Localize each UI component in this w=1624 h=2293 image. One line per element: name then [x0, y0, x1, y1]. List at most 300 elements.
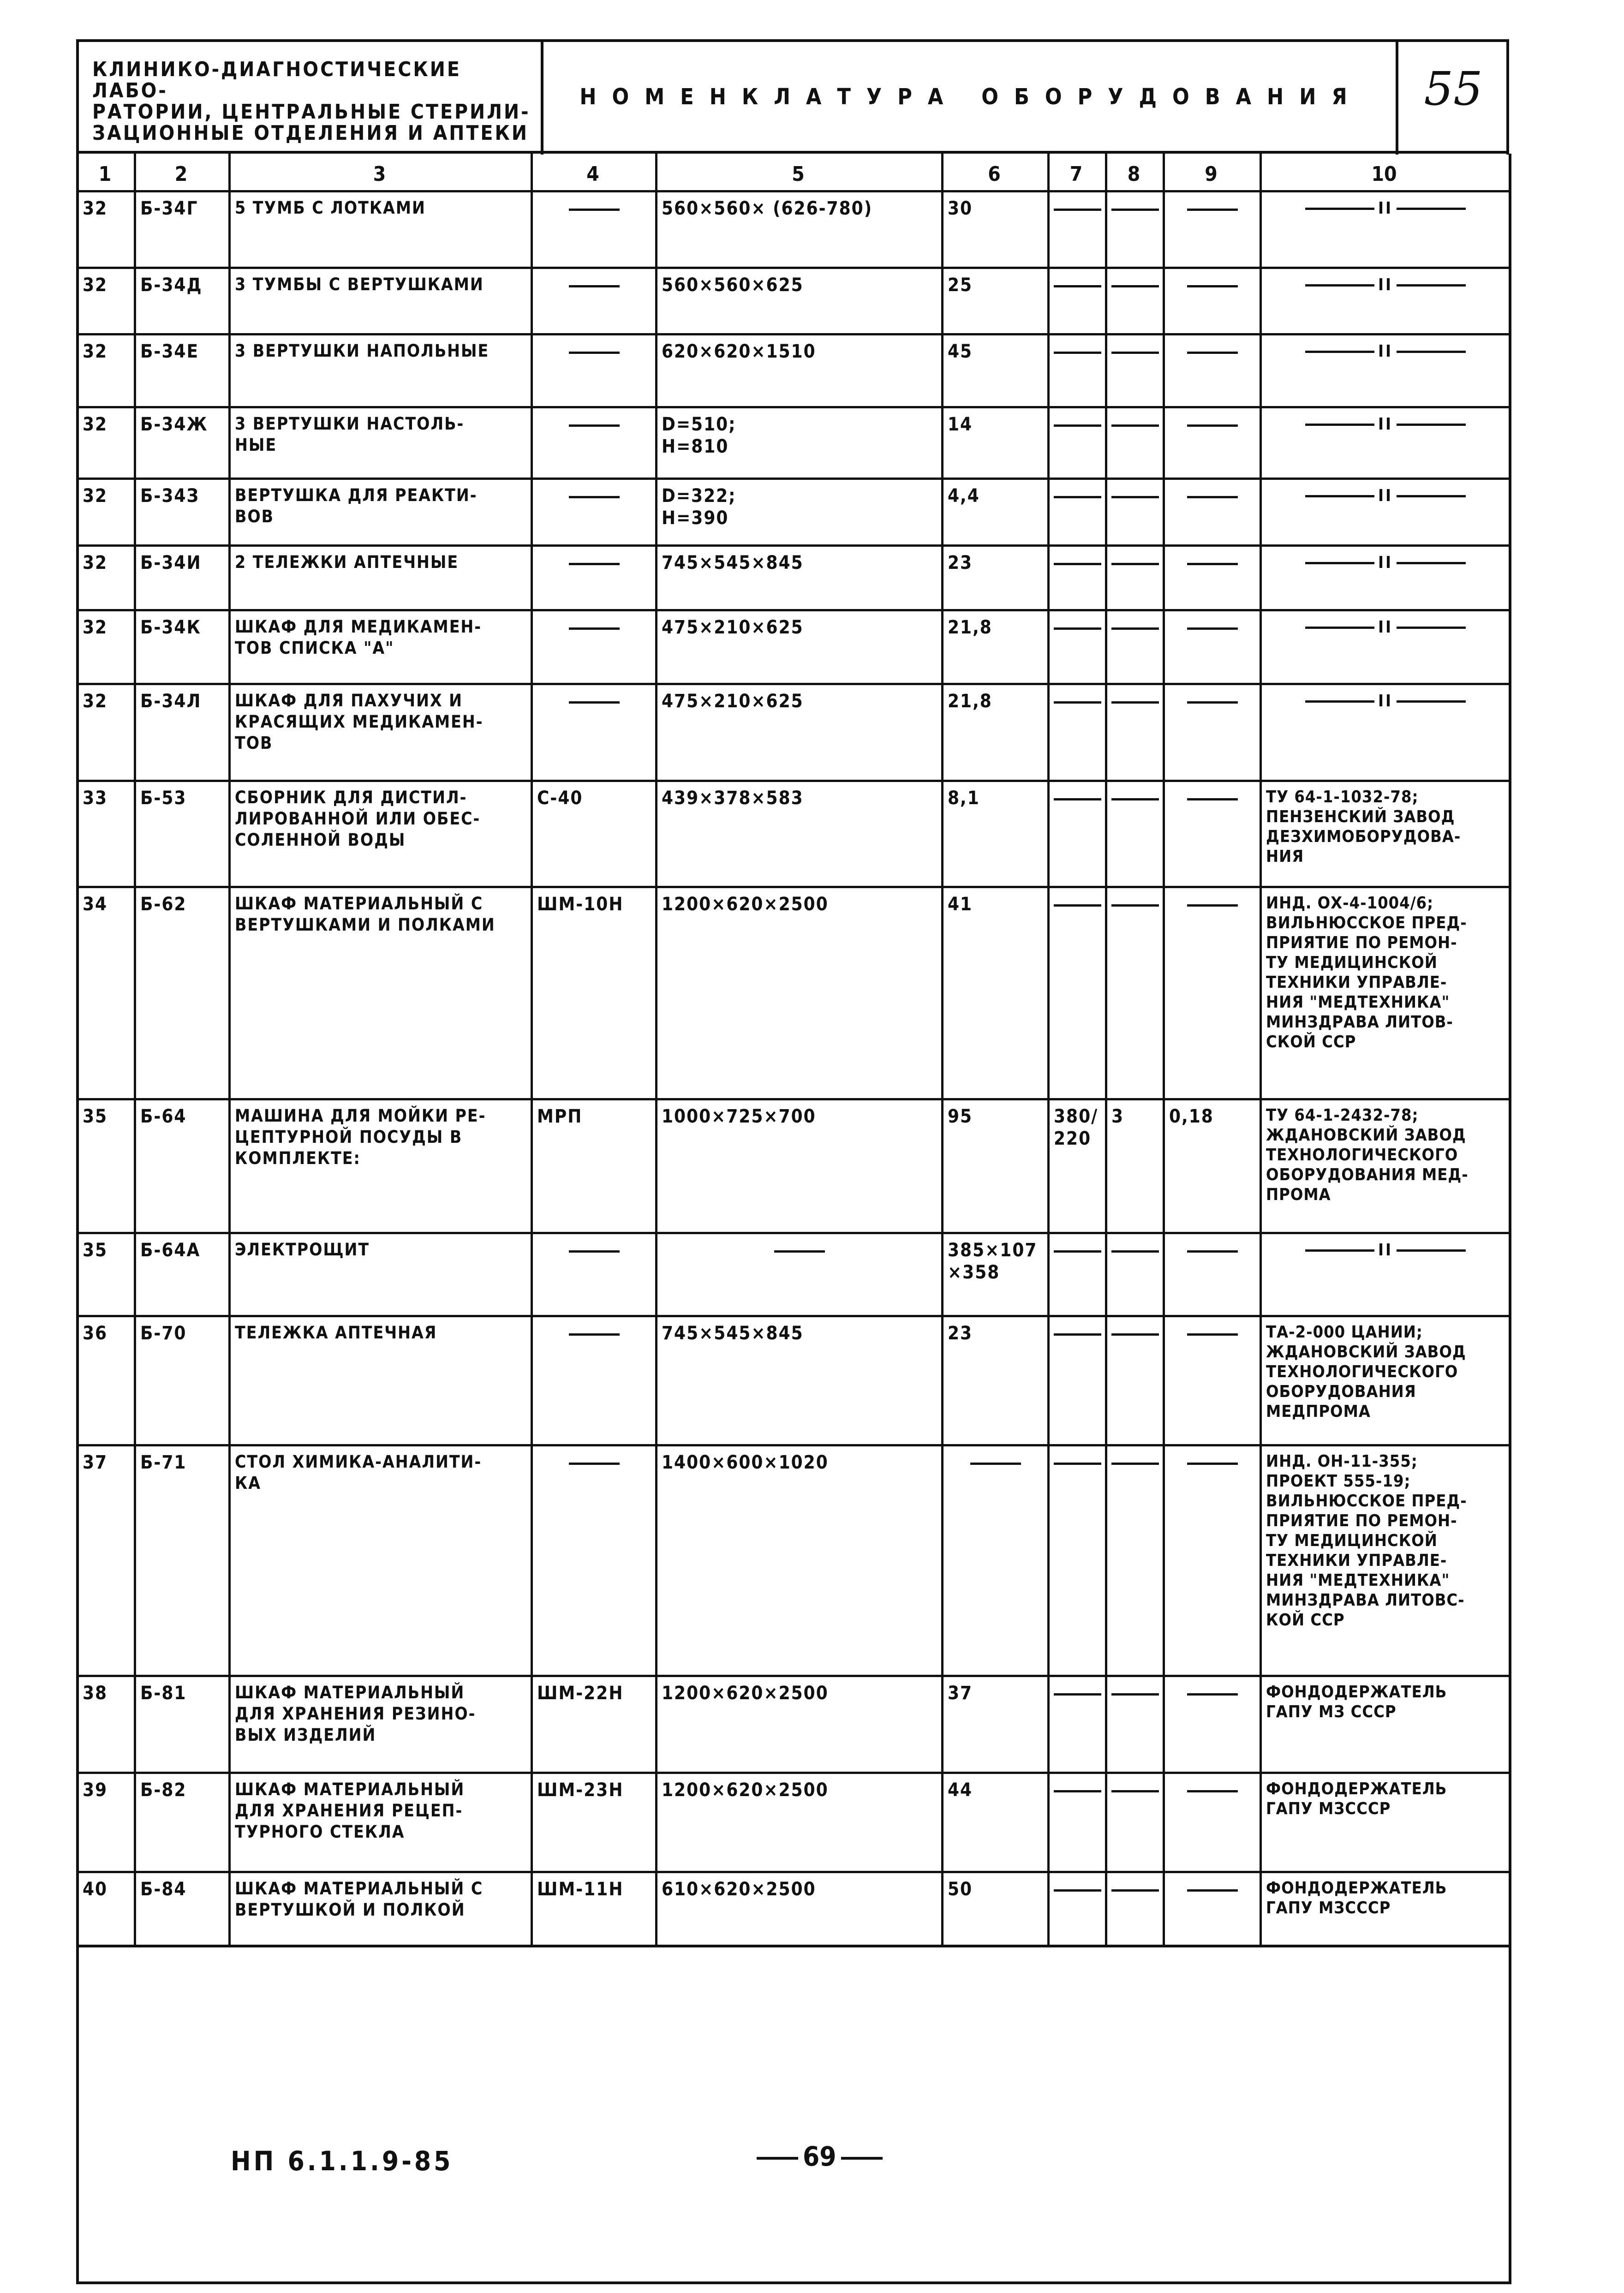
weight-cell: 23	[948, 1323, 973, 1344]
dimensions-cell: 560×560× (626-780)	[662, 198, 873, 219]
power-cell	[1169, 616, 1256, 681]
empty-dash	[1054, 904, 1101, 907]
dimensions-cell: 1200×620×2500	[662, 1683, 829, 1704]
column-number-2: 2	[174, 162, 188, 186]
dimensions-cell: 1200×620×2500	[662, 1779, 829, 1801]
header-top-border	[76, 39, 1509, 42]
position-number-cell: 32	[83, 617, 108, 638]
equipment-name-cell: ШКАФ ДЛЯ ПАХУЧИХ И КРАСЯЩИХ МЕДИКАМЕН- ТОВ	[235, 691, 484, 753]
notes-manufacturer-cell: ФОНДОДЕРЖАТЕЛЬ ГАПУ МЗСССР	[1266, 1879, 1447, 1917]
equipment-name-cell: СТОЛ ХИМИКА-АНАЛИТИ- КА	[235, 1452, 482, 1493]
notes-manufacturer-cell	[1266, 616, 1505, 639]
empty-dash	[569, 627, 620, 630]
phase-cell	[1111, 1878, 1159, 1943]
column-number-3: 3	[373, 162, 386, 186]
model-type-cell	[537, 340, 651, 404]
notes-manufacturer-cell	[1266, 340, 1505, 363]
empty-dash	[1111, 1889, 1159, 1892]
model-type-cell	[537, 552, 651, 607]
weight-cell: 95	[948, 1106, 973, 1127]
phase-cell	[1111, 552, 1159, 607]
row-separator	[76, 1675, 1509, 1677]
voltage-cell	[1054, 485, 1101, 543]
power-cell	[1169, 197, 1256, 265]
empty-dash	[1111, 1463, 1159, 1465]
empty-dash	[1187, 563, 1238, 565]
voltage-cell	[1054, 413, 1101, 476]
page-left-border	[76, 154, 79, 2281]
row-separator	[76, 1315, 1509, 1317]
notes-manufacturer-cell	[1266, 1239, 1505, 1261]
model-type-cell	[537, 616, 651, 681]
drawing-code-cell: Б-53	[140, 788, 187, 809]
equipment-name-cell: ЭЛЕКТРОЩИТ	[235, 1240, 370, 1260]
organization-title: КЛИНИКО-ДИАГНОСТИЧЕСКИЕ ЛАБО- РАТОРИИ, ЦЕНТРАЛЬНЫЕ СТЕРИЛИ- ЗАЦИОННЫЕ ОТДЕЛЕНИЯ И АПТЕКИ	[92, 58, 531, 145]
drawing-code-cell: Б-70	[140, 1323, 187, 1344]
model-type-cell	[537, 1451, 651, 1673]
position-number-cell: 32	[83, 552, 108, 573]
position-number-cell: 40	[83, 1879, 108, 1900]
notes-manufacturer-cell	[1266, 485, 1505, 507]
notes-manufacturer-cell	[1266, 197, 1505, 220]
empty-dash	[1111, 563, 1159, 565]
power-cell	[1169, 690, 1256, 778]
empty-dash	[1111, 1693, 1159, 1696]
drawing-code-cell: Б-34Ж	[140, 414, 208, 435]
phase-cell	[1111, 1322, 1159, 1442]
ditto-mark: II	[1378, 275, 1393, 294]
row-separator	[76, 1871, 1509, 1873]
ditto-bar	[1397, 700, 1466, 703]
row-separator	[76, 267, 1509, 269]
column-separator	[655, 154, 657, 1945]
dimensions-cell: 745×545×845	[662, 1323, 804, 1344]
empty-dash	[1054, 496, 1101, 498]
column-separator	[228, 154, 231, 1945]
empty-dash	[1054, 209, 1101, 211]
column-separator	[1163, 154, 1165, 1945]
power-cell	[1169, 1779, 1256, 1869]
empty-dash	[1111, 798, 1159, 800]
ditto-bar	[1305, 351, 1374, 353]
empty-dash	[1187, 701, 1238, 704]
power-cell	[1169, 787, 1256, 884]
ditto-bar	[1305, 1249, 1374, 1252]
voltage-cell	[1054, 1239, 1101, 1313]
ditto-mark: II	[1378, 415, 1393, 434]
dimensions-cell: 610×620×2500	[662, 1879, 816, 1900]
row-separator	[76, 1772, 1509, 1774]
dimensions-cell: 620×620×1510	[662, 341, 816, 362]
equipment-name-cell: ШКАФ МАТЕРИАЛЬНЫЙ С ВЕРТУШКОЙ И ПОЛКОЙ	[235, 1879, 484, 1920]
power-cell	[1169, 1682, 1256, 1770]
model-type-cell	[537, 690, 651, 778]
drawing-code-cell: Б-34Л	[140, 691, 202, 712]
voltage-cell	[1054, 1322, 1101, 1442]
model-type-cell	[537, 1239, 651, 1313]
dimensions-cell	[662, 1239, 937, 1313]
voltage-cell	[1054, 197, 1101, 265]
drawing-code-cell: Б-82	[140, 1779, 187, 1801]
model-type-cell: ШМ-23Н	[537, 1779, 624, 1801]
drawing-code-cell: Б-71	[140, 1452, 187, 1473]
equipment-name-cell: ШКАФ МАТЕРИАЛЬНЫЙ ДЛЯ ХРАНЕНИЯ РЕЗИНО- ВЫХ ИЗДЕЛИЙ	[235, 1683, 476, 1745]
voltage-cell	[1054, 552, 1101, 607]
voltage-cell	[1054, 787, 1101, 884]
ditto-mark: II	[1378, 342, 1393, 361]
empty-dash	[1054, 563, 1101, 565]
empty-dash	[1187, 496, 1238, 498]
power-cell	[1169, 893, 1256, 1096]
empty-dash	[1187, 1250, 1238, 1253]
equipment-name-cell: ШКАФ МАТЕРИАЛЬНЫЙ ДЛЯ ХРАНЕНИЯ РЕЦЕП- ТУРНОГО СТЕКЛА	[235, 1779, 465, 1842]
ditto-bar	[1397, 562, 1466, 564]
ditto-mark: II	[1378, 199, 1393, 218]
drawing-code-cell: Б-34Г	[140, 198, 198, 219]
ditto-bar	[1305, 627, 1374, 629]
equipment-name-cell: ШКАФ МАТЕРИАЛЬНЫЙ С ВЕРТУШКАМИ И ПОЛКАМИ	[235, 894, 496, 935]
power-cell	[1169, 274, 1256, 331]
empty-dash	[1111, 1333, 1159, 1336]
ditto-bar	[1305, 495, 1374, 497]
drawing-code-cell: Б-81	[140, 1683, 187, 1704]
dimensions-cell: 1000×725×700	[662, 1106, 816, 1127]
power-cell	[1169, 1451, 1256, 1673]
position-number-cell: 35	[83, 1106, 108, 1127]
power-cell: 0,18	[1169, 1106, 1214, 1127]
empty-dash	[1187, 904, 1238, 907]
empty-dash	[569, 496, 620, 498]
ditto-mark: II	[1378, 486, 1393, 505]
empty-dash	[569, 424, 620, 427]
position-number-cell: 32	[83, 341, 108, 362]
notes-manufacturer-cell: ФОНДОДЕРЖАТЕЛЬ ГАПУ МЗ СССР	[1266, 1683, 1447, 1721]
drawing-code-cell: Б-84	[140, 1879, 187, 1900]
column-separator	[531, 154, 533, 1945]
empty-dash	[569, 563, 620, 565]
voltage-cell	[1054, 1682, 1101, 1770]
column-separator	[134, 154, 136, 1945]
model-type-cell	[537, 197, 651, 265]
drawing-code-cell: Б-34Д	[140, 275, 203, 296]
dimensions-cell: 560×560×625	[662, 275, 804, 296]
column-number-1: 1	[98, 162, 112, 186]
power-cell	[1169, 340, 1256, 404]
dimensions-cell: 1400×600×1020	[662, 1452, 829, 1473]
empty-dash	[1111, 285, 1159, 287]
empty-dash	[1054, 352, 1101, 354]
ditto-bar	[1305, 284, 1374, 287]
ditto-bar	[1305, 700, 1374, 703]
equipment-name-cell: 3 ТУМБЫ С ВЕРТУШКАМИ	[235, 275, 484, 294]
equipment-name-cell: ШКАФ ДЛЯ МЕДИКАМЕН- ТОВ СПИСКА "А"	[235, 617, 482, 658]
voltage-cell	[1054, 274, 1101, 331]
empty-dash	[1054, 798, 1101, 800]
model-type-cell	[537, 485, 651, 543]
empty-dash	[1187, 1463, 1238, 1465]
weight-cell: 30	[948, 198, 973, 219]
column-separator	[1047, 154, 1050, 1945]
position-number-cell: 38	[83, 1683, 108, 1704]
weight-cell: 44	[948, 1779, 973, 1801]
row-separator	[76, 780, 1509, 782]
phase-cell	[1111, 197, 1159, 265]
equipment-name-cell: 3 ВЕРТУШКИ НАСТОЛЬ- НЫЕ	[235, 414, 465, 455]
page-title: НОМЕНКЛАТУРА ОБОРУДОВАНИЯ	[579, 84, 1363, 110]
weight-cell: 37	[948, 1683, 973, 1704]
sheet-number: 55	[1424, 62, 1483, 116]
empty-dash	[569, 209, 620, 211]
dimensions-cell: 475×210×625	[662, 691, 804, 712]
empty-dash	[1187, 424, 1238, 427]
empty-dash	[1111, 1250, 1159, 1253]
dimensions-cell: D=510; H=810	[662, 414, 736, 457]
ditto-bar	[1305, 424, 1374, 426]
row-separator	[76, 609, 1509, 611]
equipment-name-cell: МАШИНА ДЛЯ МОЙКИ РЕ- ЦЕПТУРНОЙ ПОСУДЫ В КОМПЛЕКТЕ:	[235, 1106, 486, 1168]
header-left-border	[76, 39, 79, 155]
model-type-cell: ШМ-22Н	[537, 1683, 624, 1704]
ditto-bar	[1397, 208, 1466, 210]
model-type-cell: ШМ-10Н	[537, 894, 624, 915]
model-type-cell: С-40	[537, 788, 583, 809]
weight-cell: 4,4	[948, 485, 980, 507]
column-separator	[941, 154, 943, 1945]
ditto-mark: II	[1378, 618, 1393, 637]
column-number-7: 7	[1069, 162, 1083, 186]
weight-cell: 14	[948, 414, 973, 435]
empty-dash	[569, 701, 620, 704]
position-number-cell: 33	[83, 788, 108, 809]
equipment-name-cell: ВЕРТУШКА ДЛЯ РЕАКТИ- ВОВ	[235, 485, 478, 526]
empty-dash	[1111, 424, 1159, 427]
position-number-cell: 37	[83, 1452, 108, 1473]
column-number-4: 4	[586, 162, 599, 186]
voltage-cell	[1054, 616, 1101, 681]
ditto-bar	[1397, 627, 1466, 629]
row-separator	[76, 333, 1509, 335]
weight-cell: 50	[948, 1879, 973, 1900]
empty-dash	[1187, 1333, 1238, 1336]
phase-cell	[1111, 787, 1159, 884]
position-number-cell: 34	[83, 894, 108, 915]
phase-cell	[1111, 1682, 1159, 1770]
table-bottom-line	[76, 1945, 1509, 1947]
drawing-code-cell: Б-64А	[140, 1240, 201, 1261]
weight-cell: 21,8	[948, 617, 992, 638]
row-separator	[76, 1444, 1509, 1446]
drawing-code-cell: Б-62	[140, 894, 187, 915]
row-separator	[76, 478, 1509, 480]
empty-dash	[774, 1250, 825, 1253]
power-cell	[1169, 413, 1256, 476]
ditto-bar	[1397, 351, 1466, 353]
empty-dash	[1111, 496, 1159, 498]
empty-dash	[569, 1333, 620, 1336]
empty-dash	[1111, 627, 1159, 630]
empty-dash	[1187, 1790, 1238, 1792]
dimensions-cell: D=322; H=390	[662, 485, 736, 529]
header-bottom-border	[76, 151, 1509, 154]
column-separator	[1260, 154, 1262, 1945]
weight-cell: 385×107 ×358	[948, 1240, 1038, 1283]
row-separator	[76, 544, 1509, 547]
ditto-mark: II	[1378, 1241, 1393, 1260]
empty-dash	[1111, 352, 1159, 354]
column-number-6: 6	[988, 162, 1001, 186]
empty-dash	[569, 1463, 620, 1465]
position-number-cell: 32	[83, 198, 108, 219]
position-number-cell: 32	[83, 414, 108, 435]
ditto-mark: II	[1378, 553, 1393, 572]
phase-cell: 3	[1111, 1106, 1124, 1127]
weight-cell	[948, 1451, 1044, 1673]
voltage-cell	[1054, 1878, 1101, 1943]
empty-dash	[1054, 285, 1101, 287]
notes-manufacturer-cell: ИНД. ОН-11-355; ПРОЕКТ 555-19; ВИЛЬНЮССКОЕ ПРЕД- ПРИЯТИЕ ПО РЕМОН- ТУ МЕДИЦИНСКОЙ ТЕХНИКИ УПРАВЛЕ- НИЯ "МЕДТЕХНИКА" МИНЗДРАВА ЛИТОВС- КОЙ ССР	[1266, 1452, 1467, 1630]
notes-manufacturer-cell: ТУ 64-1-2432-78; ЖДАНОВСКИЙ ЗАВОД ТЕХНОЛОГИЧЕСКОГО ОБОРУДОВАНИЯ МЕД- ПРОМА	[1266, 1106, 1469, 1204]
dimensions-cell: 745×545×845	[662, 552, 804, 573]
model-type-cell: МРП	[537, 1106, 583, 1127]
empty-dash	[1111, 209, 1159, 211]
document-code: НП 6.1.1.9-85	[231, 2145, 454, 2177]
notes-manufacturer-cell	[1266, 552, 1505, 574]
phase-cell	[1111, 616, 1159, 681]
empty-dash	[1054, 424, 1101, 427]
table-header-bottom	[76, 190, 1509, 192]
dimensions-cell: 1200×620×2500	[662, 894, 829, 915]
phase-cell	[1111, 274, 1159, 331]
column-number-9: 9	[1205, 162, 1218, 186]
empty-dash	[1187, 352, 1238, 354]
weight-cell: 21,8	[948, 691, 992, 712]
empty-dash	[1054, 1463, 1101, 1465]
weight-cell: 25	[948, 275, 973, 296]
drawing-code-cell: Б-34Е	[140, 341, 199, 362]
position-number-cell: 35	[83, 1240, 108, 1261]
column-separator	[1105, 154, 1107, 1945]
notes-manufacturer-cell	[1266, 413, 1505, 436]
row-separator	[76, 1098, 1509, 1100]
phase-cell	[1111, 690, 1159, 778]
empty-dash	[1187, 1889, 1238, 1892]
notes-manufacturer-cell: ТУ 64-1-1032-78; ПЕНЗЕНСКИЙ ЗАВОД ДЕЗХИМОБОРУДОВА- НИЯ	[1266, 788, 1461, 866]
power-cell	[1169, 552, 1256, 607]
column-number-5: 5	[792, 162, 805, 186]
header-divider-2	[1396, 39, 1398, 155]
empty-dash	[1187, 209, 1238, 211]
empty-dash	[1054, 701, 1101, 704]
voltage-cell	[1054, 1451, 1101, 1673]
empty-dash	[1187, 627, 1238, 630]
ditto-mark: II	[1378, 692, 1393, 711]
phase-cell	[1111, 413, 1159, 476]
column-number-10: 10	[1371, 162, 1397, 186]
dimensions-cell: 439×378×583	[662, 788, 804, 809]
position-number-cell: 32	[83, 485, 108, 507]
empty-dash	[1187, 798, 1238, 800]
position-number-cell: 32	[83, 275, 108, 296]
empty-dash	[1054, 627, 1101, 630]
model-type-cell	[537, 274, 651, 331]
voltage-cell	[1054, 893, 1101, 1096]
empty-dash	[1054, 1790, 1101, 1792]
voltage-cell	[1054, 1779, 1101, 1869]
notes-manufacturer-cell: ФОНДОДЕРЖАТЕЛЬ ГАПУ МЗСССР	[1266, 1779, 1447, 1818]
position-number-cell: 36	[83, 1323, 108, 1344]
power-cell	[1169, 1322, 1256, 1442]
equipment-name-cell: 2 ТЕЛЕЖКИ АПТЕЧНЫЕ	[235, 552, 459, 572]
empty-dash	[970, 1463, 1021, 1465]
weight-cell: 8,1	[948, 788, 980, 809]
phase-cell	[1111, 1239, 1159, 1313]
position-number-cell: 39	[83, 1779, 108, 1801]
empty-dash	[569, 285, 620, 287]
empty-dash	[1187, 1693, 1238, 1696]
page-number: 69	[752, 2141, 887, 2172]
equipment-name-cell: ТЕЛЕЖКА АПТЕЧНАЯ	[235, 1323, 437, 1343]
empty-dash	[1187, 285, 1238, 287]
ditto-bar	[1397, 424, 1466, 426]
position-number-cell: 32	[83, 691, 108, 712]
notes-manufacturer-cell: ИНД. ОХ-4-1004/6; ВИЛЬНЮССКОЕ ПРЕД- ПРИЯТИЕ ПО РЕМОН- ТУ МЕДИЦИНСКОЙ ТЕХНИКИ УПРАВЛЕ- НИЯ "МЕДТЕХНИКА" МИНЗДРАВА ЛИТОВ- СКОЙ ССР	[1266, 894, 1467, 1051]
empty-dash	[1054, 1889, 1101, 1892]
row-separator	[76, 683, 1509, 685]
notes-manufacturer-cell: ТА-2-000 ЦАНИИ; ЖДАНОВСКИЙ ЗАВОД ТЕХНОЛОГИЧЕСКОГО ОБОРУДОВАНИЯ МЕДПРОМА	[1266, 1323, 1466, 1421]
model-type-cell: ШМ-11Н	[537, 1879, 624, 1900]
empty-dash	[569, 1250, 620, 1253]
empty-dash	[1111, 904, 1159, 907]
empty-dash	[1054, 1333, 1101, 1336]
model-type-cell	[537, 1322, 651, 1442]
empty-dash	[1111, 701, 1159, 704]
phase-cell	[1111, 1779, 1159, 1869]
header-right-border	[1506, 39, 1509, 155]
weight-cell: 45	[948, 341, 973, 362]
voltage-cell: 380/ 220	[1054, 1106, 1099, 1149]
page-bottom-border	[76, 2281, 1511, 2284]
drawing-code-cell: Б-34З	[140, 485, 200, 507]
header-divider-1	[541, 39, 543, 155]
power-cell	[1169, 1878, 1256, 1943]
power-cell	[1169, 485, 1256, 543]
page-right-border	[1509, 154, 1511, 2281]
drawing-code-cell: Б-64	[140, 1106, 187, 1127]
empty-dash	[1111, 1790, 1159, 1792]
empty-dash	[1054, 1250, 1101, 1253]
empty-dash	[1054, 1693, 1101, 1696]
weight-cell: 41	[948, 894, 973, 915]
notes-manufacturer-cell	[1266, 274, 1505, 296]
ditto-bar	[1305, 562, 1374, 564]
row-separator	[76, 406, 1509, 408]
dimensions-cell: 475×210×625	[662, 617, 804, 638]
ditto-bar	[1397, 1249, 1466, 1252]
empty-dash	[569, 352, 620, 354]
phase-cell	[1111, 340, 1159, 404]
equipment-name-cell: СБОРНИК ДЛЯ ДИСТИЛ- ЛИРОВАННОЙ ИЛИ ОБЕС- СОЛЕННОЙ ВОДЫ	[235, 788, 481, 850]
phase-cell	[1111, 485, 1159, 543]
model-type-cell	[537, 413, 651, 476]
voltage-cell	[1054, 340, 1101, 404]
phase-cell	[1111, 1451, 1159, 1673]
voltage-cell	[1054, 690, 1101, 778]
row-separator	[76, 886, 1509, 888]
ditto-bar	[1305, 208, 1374, 210]
drawing-code-cell: Б-34И	[140, 552, 202, 573]
weight-cell: 23	[948, 552, 973, 573]
drawing-code-cell: Б-34К	[140, 617, 201, 638]
